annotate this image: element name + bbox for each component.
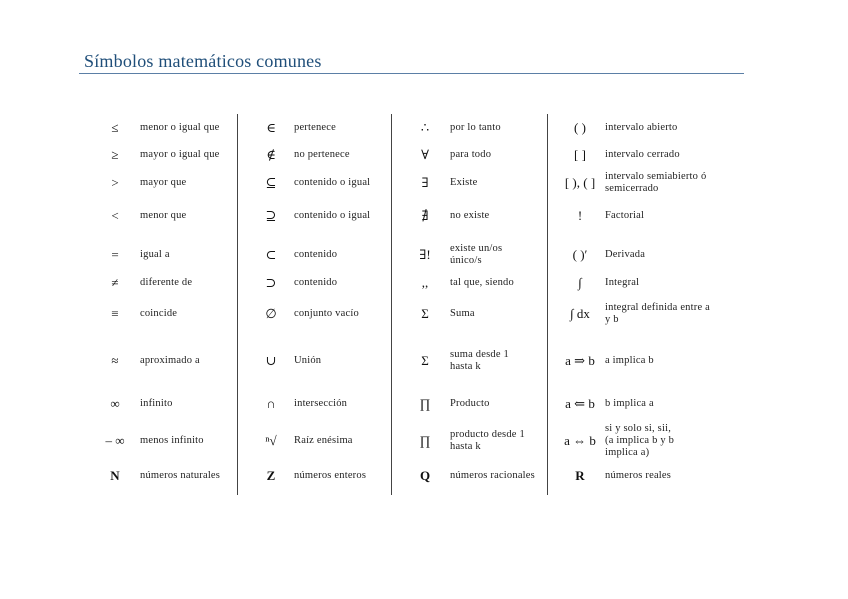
symbol-description: no pertenece xyxy=(294,149,350,160)
symbol-description: intervalo abierto xyxy=(605,122,678,133)
symbol-description: contenido o igual xyxy=(294,177,371,188)
symbol-glyph: ∪ xyxy=(265,353,277,368)
symbol-description: si y solo si, sii, (a implica b y b implica a) xyxy=(605,423,675,458)
symbol-description: infinito xyxy=(140,398,173,409)
symbol-glyph: ∄ xyxy=(421,208,429,223)
table-row xyxy=(90,465,740,487)
symbol-description: intersección xyxy=(294,398,348,409)
symbol-glyph: ,, xyxy=(421,275,429,290)
symbol-description: integral definida entre a y b xyxy=(605,302,710,325)
symbol-description: menor que xyxy=(140,210,187,221)
symbol-glyph: a ⇔ b xyxy=(564,433,596,448)
symbol-description: tal que, siendo xyxy=(450,277,514,288)
symbol-description: Factorial xyxy=(605,210,645,221)
symbol-description: Derivada xyxy=(605,249,646,260)
symbol-description: intervalo cerrado xyxy=(605,149,680,160)
table-row xyxy=(90,168,740,198)
symbol-glyph: Σ xyxy=(421,306,429,321)
symbol-description: intervalo semiabierto ó semicerrado xyxy=(605,171,707,194)
symbol-description: menor o igual que xyxy=(140,122,220,133)
symbol-glyph: – ∞ xyxy=(105,433,125,448)
symbol-description: números racionales xyxy=(450,470,535,481)
symbol-glyph: Z xyxy=(266,468,276,483)
symbol-glyph: ≤ xyxy=(111,120,119,135)
symbol-description: Existe xyxy=(450,177,478,188)
symbol-description: por lo tanto xyxy=(450,122,501,133)
symbol-glyph: ∈ xyxy=(266,120,276,135)
symbol-glyph: ≠ xyxy=(111,275,119,290)
symbol-description: contenido o igual xyxy=(294,210,371,221)
symbol-description: diferente de xyxy=(140,277,193,288)
symbol-glyph: ∩ xyxy=(266,396,276,411)
symbol-description: b implica a xyxy=(605,398,654,409)
symbol-glyph: R xyxy=(575,468,585,483)
symbol-glyph: ≈ xyxy=(111,353,119,368)
symbol-glyph: ∉ xyxy=(266,147,276,162)
table-row xyxy=(90,341,740,381)
symbol-glyph: ∏ xyxy=(419,396,431,411)
symbol-glyph: > xyxy=(111,175,119,190)
symbol-description: no existe xyxy=(450,210,490,221)
symbol-glyph: ∀ xyxy=(421,147,429,162)
symbol-description: menos infinito xyxy=(140,435,204,446)
symbol-glyph: ∃! xyxy=(419,247,431,262)
symbol-glyph: [ ), ( ] xyxy=(564,175,596,190)
symbol-glyph: ≥ xyxy=(111,147,119,162)
symbol-description: mayor o igual que xyxy=(140,149,220,160)
symbol-description: Suma xyxy=(450,308,475,319)
symbol-description: producto desde 1 hasta k xyxy=(450,429,525,452)
symbol-glyph: ∞ xyxy=(110,396,120,411)
symbol-glyph: ⊆ xyxy=(265,175,277,190)
symbol-glyph: ∏ xyxy=(419,433,431,448)
symbol-description: Raíz enésima xyxy=(294,435,353,446)
symbol-description: coincide xyxy=(140,308,178,319)
symbol-description: aproximado a xyxy=(140,355,200,366)
symbol-glyph: < xyxy=(111,208,119,223)
table-row xyxy=(90,238,740,272)
page-title: Símbolos matemáticos comunes xyxy=(84,51,322,71)
symbol-glyph: ∴ xyxy=(420,120,430,135)
symbol-description: pertenece xyxy=(294,122,337,133)
table-row xyxy=(90,117,740,139)
table-row xyxy=(90,201,740,231)
symbol-description: números naturales xyxy=(140,470,221,481)
title-underline xyxy=(79,73,744,74)
symbol-description: Producto xyxy=(450,398,490,409)
symbol-description: suma desde 1 hasta k xyxy=(450,349,509,372)
symbol-glyph: ! xyxy=(577,208,583,223)
symbol-glyph: ⊂ xyxy=(265,247,277,262)
symbol-description: contenido xyxy=(294,249,338,260)
symbol-glyph: ( ) xyxy=(574,120,586,135)
symbol-description: conjunto vacío xyxy=(294,308,359,319)
table-row xyxy=(90,421,740,461)
table-row xyxy=(90,144,740,166)
symbol-description: contenido xyxy=(294,277,338,288)
symbol-glyph: N xyxy=(110,468,120,483)
table-row xyxy=(90,272,740,294)
symbol-description: existe un/os único/s xyxy=(450,243,503,266)
symbol-description: igual a xyxy=(140,249,170,260)
symbol-glyph: a ⇐ b xyxy=(565,396,595,411)
symbol-glyph: Σ xyxy=(421,353,429,368)
symbol-description: números reales xyxy=(605,470,672,481)
symbol-glyph: ⊃ xyxy=(265,275,277,290)
symbol-description: números enteros xyxy=(294,470,367,481)
symbol-glyph: ∅ xyxy=(265,306,277,321)
symbol-glyph: ⊇ xyxy=(265,208,277,223)
symbol-glyph: ∫ xyxy=(578,275,582,290)
symbol-glyph: ≡ xyxy=(111,306,119,321)
symbol-description: Unión xyxy=(294,355,322,366)
symbol-description: para todo xyxy=(450,149,492,160)
symbol-glyph: ( )′ xyxy=(572,247,588,262)
table-row xyxy=(90,297,740,331)
symbol-description: mayor que xyxy=(140,177,187,188)
symbol-description: Integral xyxy=(605,277,640,288)
table-row xyxy=(90,389,740,419)
symbol-glyph: ∃ xyxy=(421,175,429,190)
symbol-glyph: ⁿ√ xyxy=(265,433,277,448)
symbol-glyph: = xyxy=(111,247,119,262)
symbol-glyph: Q xyxy=(419,468,431,483)
symbol-glyph: [ ] xyxy=(574,147,586,162)
symbol-glyph: a ⇒ b xyxy=(565,353,595,368)
symbol-glyph: ∫ dx xyxy=(570,306,590,321)
symbol-description: a implica b xyxy=(605,355,654,366)
